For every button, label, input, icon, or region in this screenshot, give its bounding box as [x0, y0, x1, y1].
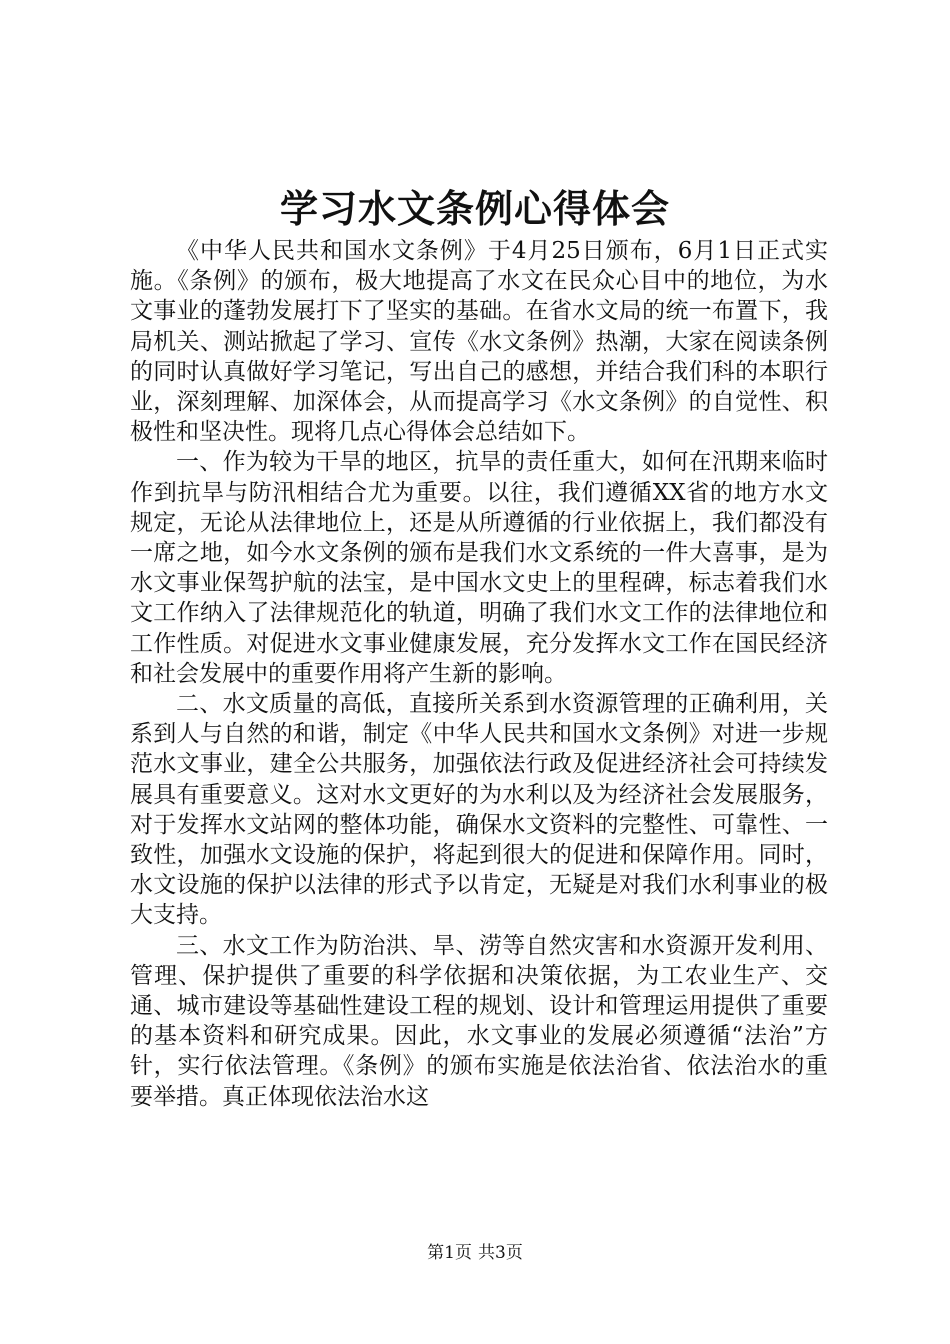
- page-number: 第1页: [427, 1243, 472, 1263]
- page-footer: [0, 1241, 950, 1265]
- paragraph-point-one: 一、作为较为干旱的地区，抗旱的责任重大，如何在汛期来临时作到抗旱与防汛相结合尤为重要。以往，我们遵循XX省的地方水文规定，无论从法律地位上，还是从所遵循的行业依据上，我们都没有一席之地，如今水文条例的颁布是我们水文系统的一件大喜事，是为水文事业保驾护航的法宝，是中国水文史上的里程碑，标志着我们水文工作纳入了法律规范化的轨道，明确了我们水文工作的法律地位和工作性质。对促进水文事业健康发展，充分发挥水文工作在国民经济和社会发展中的重要作用将产生新的影响。: [130, 449, 828, 687]
- paragraph-point-three: 三、水文工作为防治洪、旱、涝等自然灾害和水资源开发利用、管理、保护提供了重要的科学依据和决策依据，为工农业生产、交通、城市建设等基础性建设工程的规划、设计和管理运用提供了重要的基本资料和研究成果。因此，水文事业的发展必须遵循“法治”方针，实行依法管理。《条例》的颁布实施是依法治省、依法治水的重要举措。真正体现依法治水这: [130, 932, 828, 1110]
- paragraph-intro: 《中华人民共和国水文条例》于4月25日颁布，6月1日正式实施。《条例》的颁布，极大地提高了水文在民众心目中的地位，为水文事业的蓬勃发展打下了坚实的基础。在省水文局的统一布置下，我局机关、测站掀起了学习、宣传《水文条例》热潮，大家在阅读条例的同时认真做好学习笔记，写出自己的感想，并结合我们科的本职行业，深刻理解、加深体会，从而提高学习《水文条例》的自觉性、积极性和坚决性。现将几点心得体会总结如下。: [130, 238, 828, 446]
- paragraph-point-two: 二、水文质量的高低，直接所关系到水资源管理的正确利用，关系到人与自然的和谐，制定《中华人民共和国水文条例》对进一步规范水文事业，建全公共服务，加强依法行政及促进经济社会可持续发展具有重要意义。这对水文更好的为水利以及为经济社会发展服务，对于发挥水文站网的整体功能，确保水文资料的完整性、可靠性、一致性，加强水文设施的保护，将起到很大的促进和保障作用。同时，水文设施的保护以法律的形式予以肯定，无疑是对我们水利事业的极大支持。: [130, 691, 828, 929]
- page-total: 共3页: [478, 1243, 523, 1263]
- document-body: [130, 236, 828, 1112]
- document-title: 学习水文条例心得体会: [279, 186, 670, 231]
